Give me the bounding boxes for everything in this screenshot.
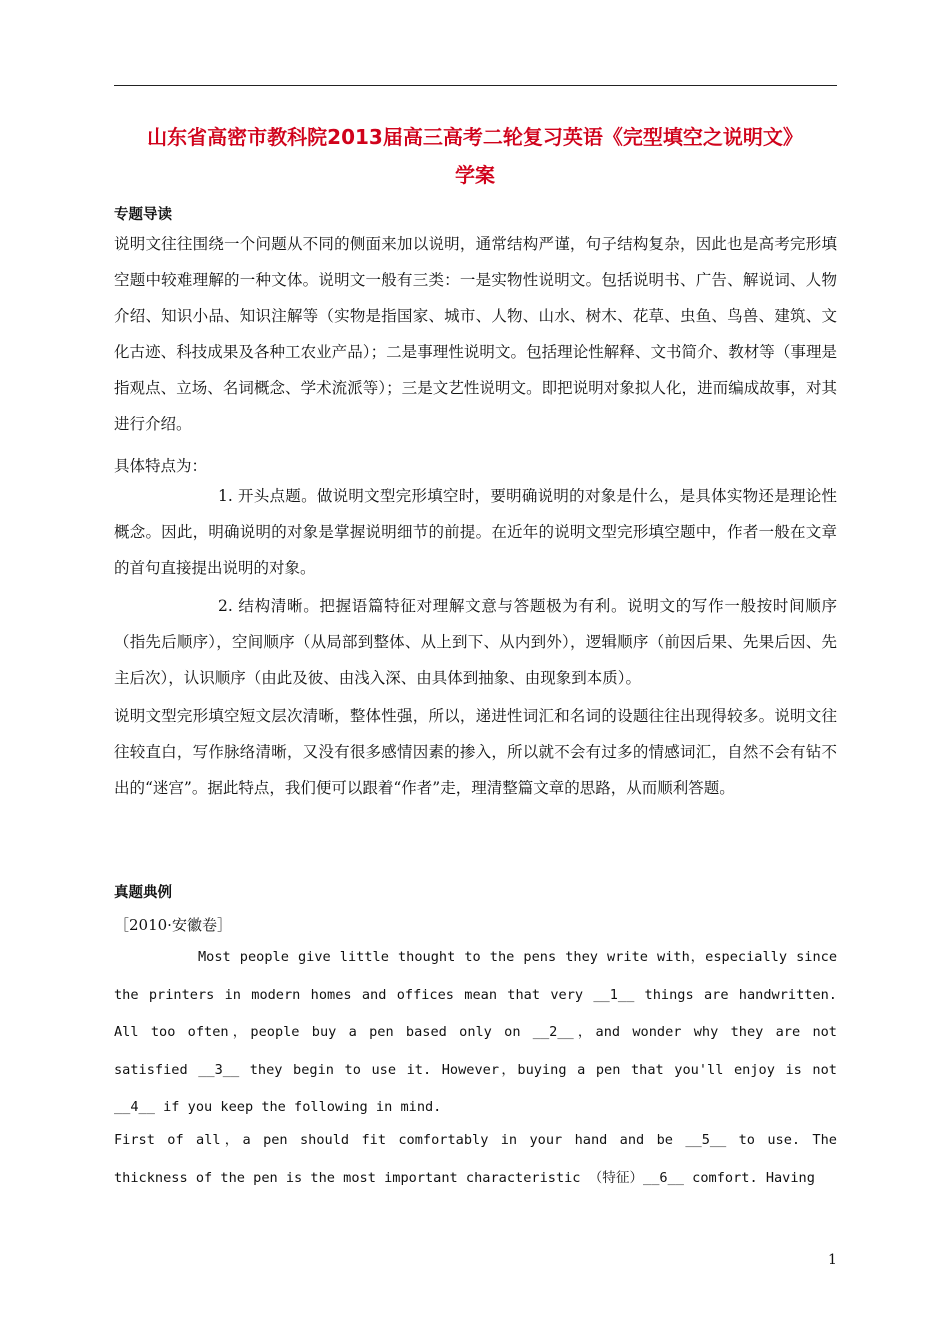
exam-source: ［2010·安徽卷］ xyxy=(114,916,232,934)
page-number: 1 xyxy=(828,1252,837,1268)
summary-paragraph: 说明文型完形填空短文层次清晰，整体性强，所以，递进性词汇和名词的设题往往出现得较多。说明文往往较直白，写作脉络清晰，又没有很多感情因素的掺入，所以就不会有过多的情感词汇，自然不会有钻不出的“迷宫”。据此特点，我们便可以跟着“作者”走，理清整篇文章的思路，从而顺利答题。 xyxy=(114,707,837,797)
passage-paragraph-1: Most people give little thought to the pens they write with，especially since the printers in modern homes and offices mean that very __1__ things are handwritten. All too often，people buy a pen based only on __2__，and wonder why they are not satisfied __3__ they begin to use it. However，buying a pen that you'll enjoy is not __4__ if you keep the following in mind. xyxy=(114,949,837,1115)
feature-point-2: 2. 结构清晰。把握语篇特征对理解文意与答题极为有利。说明文的写作一般按时间顺序（指先后顺序），空间顺序（从局部到整体、从上到下、从内到外），逻辑顺序（前因后果、先果后因、先主后次），认识顺序（由此及彼、由浅入深、由具体到抽象、由现象到本质）。 xyxy=(114,597,837,687)
features-label: 具体特点为： xyxy=(114,457,208,475)
feature-point-1: 1. 开头点题。做说明文型完形填空时，要明确说明的对象是什么，是具体实物还是理论性概念。因此，明确说明的对象是掌握说明细节的前提。在近年的说明文型完形填空题中，作者一般在文章的首句直接提出说明的对象。 xyxy=(114,487,837,577)
document-title: 山东省高密市教科院2013届高三高考二轮复习英语《完型填空之说明文》 xyxy=(147,125,803,149)
document-title-continued: 学案 xyxy=(455,163,495,187)
section-heading-intro: 专题导读 xyxy=(114,207,172,223)
intro-paragraph: 说明文往往围绕一个问题从不同的侧面来加以说明，通常结构严谨，句子结构复杂，因此也是高考完形填空题中较难理解的一种文体。说明文一般有三类：一是实物性说明文。包括说明书、广告、解说词、人物介绍、知识小品、知识注解等（实物是指国家、城市、人物、山水、树木、花草、虫鱼、鸟兽、建筑、文化古迹、科技成果及各种工农业产品）；二是事理性说明文。包括理论性解释、文书简介、教材等（事理是指观点、立场、名词概念、学术流派等）；三是文艺性说明文。即把说明对象拟人化，进而编成故事，对其进行介绍。 xyxy=(114,235,837,433)
passage-paragraph-2: First of all，a pen should fit comfortably in your hand and be __5__ to use. The thickness of the pen is the most important characteristic （特征）__6__ comfort. Having xyxy=(114,1132,837,1186)
section-heading-example: 真题典例 xyxy=(114,885,172,901)
header-rule xyxy=(114,85,837,86)
